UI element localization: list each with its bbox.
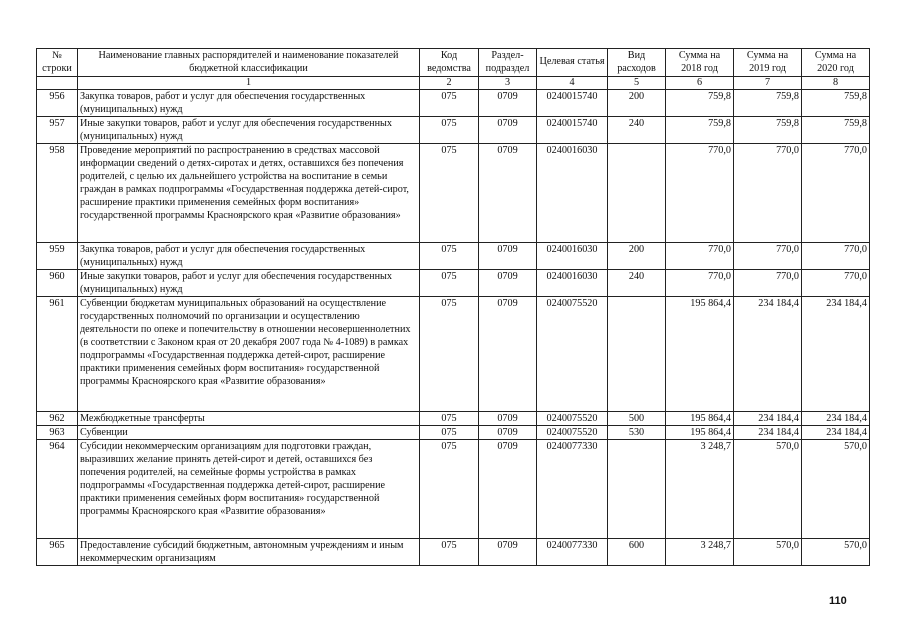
row-number: 958 — [37, 144, 78, 243]
row-section: 0709 — [479, 243, 537, 270]
table-row — [37, 440, 870, 539]
row-sum-2020: 770,0 — [802, 243, 870, 270]
row-exp-type — [608, 144, 666, 243]
row-dept-code: 075 — [420, 539, 479, 566]
table-row — [37, 539, 870, 566]
column-index — [37, 77, 78, 90]
row-sum-2019: 770,0 — [734, 270, 802, 297]
column-index-row — [37, 77, 870, 90]
row-section: 0709 — [479, 117, 537, 144]
row-sum-2019: 234 184,4 — [734, 426, 802, 440]
header-section: Раздел-подраздел — [479, 49, 537, 77]
table-row — [37, 297, 870, 412]
row-exp-type: 200 — [608, 90, 666, 117]
row-sum-2020: 759,8 — [802, 90, 870, 117]
row-sum-2019: 570,0 — [734, 440, 802, 539]
row-sum-2018: 195 864,4 — [666, 297, 734, 412]
row-number: 964 — [37, 440, 78, 539]
row-target: 0240077330 — [537, 440, 608, 539]
row-exp-type: 500 — [608, 412, 666, 426]
budget-table — [36, 48, 870, 566]
row-section: 0709 — [479, 539, 537, 566]
column-index: 2 — [420, 77, 479, 90]
row-dept-code: 075 — [420, 90, 479, 117]
row-sum-2020: 570,0 — [802, 539, 870, 566]
row-sum-2020: 770,0 — [802, 144, 870, 243]
row-target: 0240016030 — [537, 144, 608, 243]
row-sum-2018: 195 864,4 — [666, 426, 734, 440]
row-dept-code: 075 — [420, 412, 479, 426]
row-name: Закупка товаров, работ и услуг для обеспечения государственных (муниципальных) нужд — [78, 90, 420, 117]
row-sum-2020: 234 184,4 — [802, 412, 870, 426]
row-dept-code: 075 — [420, 270, 479, 297]
row-section: 0709 — [479, 412, 537, 426]
row-sum-2020: 759,8 — [802, 117, 870, 144]
row-sum-2018: 770,0 — [666, 243, 734, 270]
row-dept-code: 075 — [420, 243, 479, 270]
row-sum-2018: 195 864,4 — [666, 412, 734, 426]
row-target: 0240016030 — [537, 243, 608, 270]
row-name: Предоставление субсидий бюджетным, автономным учреждениям и иным некоммерческим организациям — [78, 539, 420, 566]
row-target: 0240075520 — [537, 426, 608, 440]
row-target: 0240075520 — [537, 412, 608, 426]
row-dept-code: 075 — [420, 297, 479, 412]
table-row — [37, 412, 870, 426]
column-index: 6 — [666, 77, 734, 90]
row-exp-type: 200 — [608, 243, 666, 270]
row-sum-2018: 3 248,7 — [666, 440, 734, 539]
row-sum-2019: 770,0 — [734, 144, 802, 243]
row-number: 962 — [37, 412, 78, 426]
row-name: Субвенции бюджетам муниципальных образований на осуществление государственных полномочий по организации и осуществлению деятельности по опеке и попечительству в отношении несовершеннолетних (в соответствии с Законом края от 20 декабря 2007 года № 4-1089) в рамках подпрограммы «Государственная поддержка детей-сирот, расширение практики применения семейных форм воспитания» государственной программы Красноярского края «Развитие образования» — [78, 297, 420, 412]
header-sum-2019: Сумма на 2019 год — [734, 49, 802, 77]
row-section: 0709 — [479, 297, 537, 412]
table-row — [37, 243, 870, 270]
row-exp-type: 240 — [608, 270, 666, 297]
row-number: 963 — [37, 426, 78, 440]
row-exp-type — [608, 440, 666, 539]
header-target: Целевая статья — [537, 49, 608, 77]
row-name: Проведение мероприятий по распространению в средствах массовой информации сведений о детях-сиротах и детях, оставшихся без попечения родителей, с целью их дальнейшего устройства на воспитание в семьи граждан в рамках подпрограммы «Государственная поддержка детей-сирот, расширение практики применения семейных форм воспитания» государственной программы Красноярского края «Развитие образования» — [78, 144, 420, 243]
header-row-no: № строки — [37, 49, 78, 77]
column-index: 4 — [537, 77, 608, 90]
row-number: 959 — [37, 243, 78, 270]
column-index: 1 — [78, 77, 420, 90]
row-number: 961 — [37, 297, 78, 412]
row-section: 0709 — [479, 440, 537, 539]
row-dept-code: 075 — [420, 144, 479, 243]
header-dept-code: Код ведомства — [420, 49, 479, 77]
row-sum-2020: 234 184,4 — [802, 426, 870, 440]
row-exp-type: 530 — [608, 426, 666, 440]
header-name: Наименование главных распорядителей и наименование показателей бюджетной классификации — [78, 49, 420, 77]
row-target: 0240077330 — [537, 539, 608, 566]
row-section: 0709 — [479, 270, 537, 297]
row-name: Закупка товаров, работ и услуг для обеспечения государственных (муниципальных) нужд — [78, 243, 420, 270]
row-sum-2019: 234 184,4 — [734, 412, 802, 426]
row-sum-2019: 770,0 — [734, 243, 802, 270]
row-dept-code: 075 — [420, 117, 479, 144]
header-row — [37, 49, 870, 77]
header-exp-type: Вид расходов — [608, 49, 666, 77]
column-index: 8 — [802, 77, 870, 90]
row-section: 0709 — [479, 144, 537, 243]
column-index: 3 — [479, 77, 537, 90]
table-row — [37, 117, 870, 144]
row-name: Межбюджетные трансферты — [78, 412, 420, 426]
row-target: 0240015740 — [537, 117, 608, 144]
row-sum-2018: 759,8 — [666, 90, 734, 117]
row-sum-2018: 770,0 — [666, 144, 734, 243]
row-name: Субвенции — [78, 426, 420, 440]
row-sum-2020: 234 184,4 — [802, 297, 870, 412]
table-row — [37, 426, 870, 440]
row-sum-2020: 570,0 — [802, 440, 870, 539]
row-target: 0240075520 — [537, 297, 608, 412]
row-number: 960 — [37, 270, 78, 297]
table-row — [37, 90, 870, 117]
table-row — [37, 270, 870, 297]
row-exp-type: 240 — [608, 117, 666, 144]
row-sum-2019: 759,8 — [734, 117, 802, 144]
row-dept-code: 075 — [420, 440, 479, 539]
row-sum-2019: 234 184,4 — [734, 297, 802, 412]
row-name: Иные закупки товаров, работ и услуг для обеспечения государственных (муниципальных) нужд — [78, 117, 420, 144]
page-number: 110 — [829, 595, 847, 607]
row-section: 0709 — [479, 426, 537, 440]
row-sum-2018: 759,8 — [666, 117, 734, 144]
column-index: 7 — [734, 77, 802, 90]
row-section: 0709 — [479, 90, 537, 117]
header-sum-2020: Сумма на 2020 год — [802, 49, 870, 77]
row-sum-2018: 770,0 — [666, 270, 734, 297]
row-target: 0240015740 — [537, 90, 608, 117]
row-sum-2020: 770,0 — [802, 270, 870, 297]
table-row — [37, 144, 870, 243]
row-sum-2019: 759,8 — [734, 90, 802, 117]
row-target: 0240016030 — [537, 270, 608, 297]
row-number: 965 — [37, 539, 78, 566]
row-sum-2019: 570,0 — [734, 539, 802, 566]
row-name: Иные закупки товаров, работ и услуг для обеспечения государственных (муниципальных) нужд — [78, 270, 420, 297]
row-number: 956 — [37, 90, 78, 117]
row-exp-type — [608, 297, 666, 412]
header-sum-2018: Сумма на 2018 год — [666, 49, 734, 77]
row-number: 957 — [37, 117, 78, 144]
row-dept-code: 075 — [420, 426, 479, 440]
row-exp-type: 600 — [608, 539, 666, 566]
row-name: Субсидии некоммерческим организациям для подготовки граждан, выразивших желание принять детей-сирот и детей, оставшихся без попечения родителей, на семейные формы устройства в рамках подпрограммы «Государственная поддержка детей-сирот, расширение практики применения семейных форм воспитания» государственной программы Красноярского края «Развитие образования» — [78, 440, 420, 539]
row-sum-2018: 3 248,7 — [666, 539, 734, 566]
column-index: 5 — [608, 77, 666, 90]
